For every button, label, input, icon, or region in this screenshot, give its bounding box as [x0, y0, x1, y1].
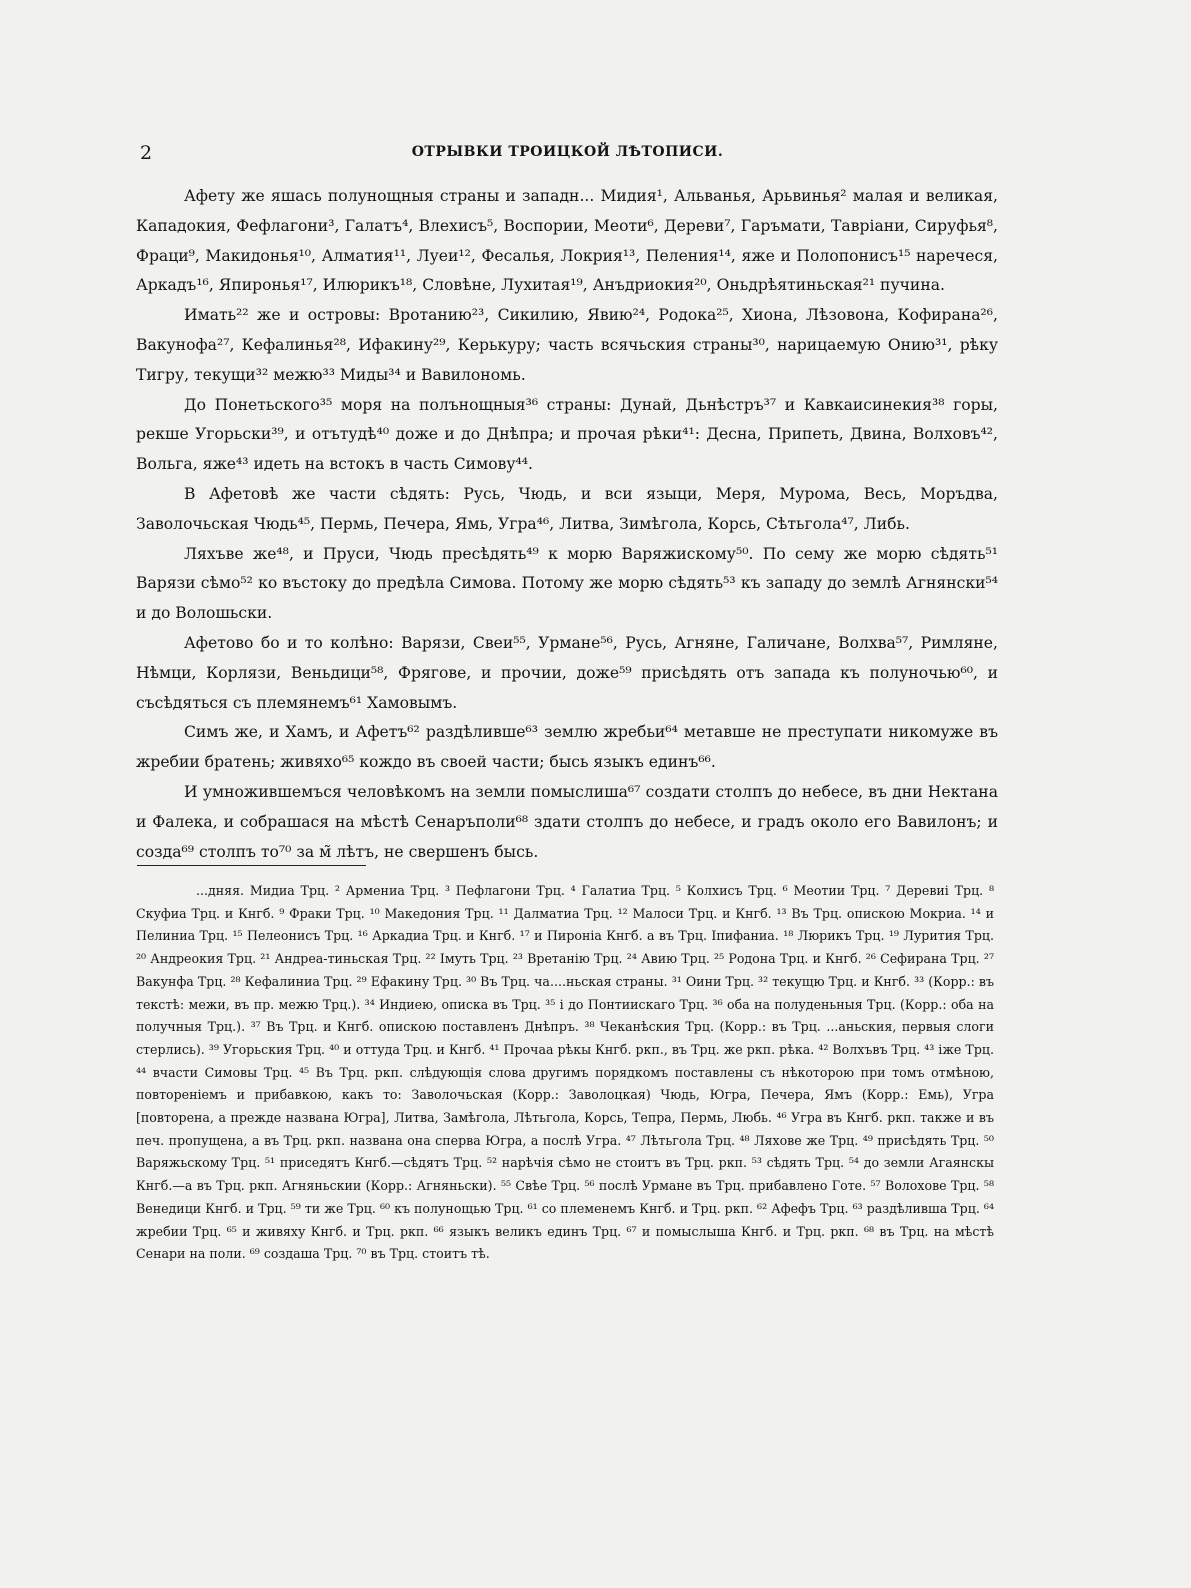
footnote-text: ...дняя. Мидиа Трц. ² Армениа Трц. ³ Пефлагони Трц. ⁴ Галатиа Трц. ⁵ Колхисъ Трц. ⁶ Меотии Трц. ⁷ Деревиі Трц. ⁸ Скуфиа Трц. и Кнгб. ⁹ Фраки Трц. ¹⁰ Македония Трц. ¹¹ Далматиа Трц. ¹² Малоси Трц. и Кнгб. ¹³ Въ Трц. опискою Мокриа. ¹⁴ и Пелиниа Трц. ¹⁵ Пелеонисъ Трц. ¹⁶ Аркадиа Трц. и Кнгб. ¹⁷ и Пироніа Кнгб. а въ Трц. Іпифаниа. ¹⁸ Люрикъ Трц. ¹⁹ Лурития Трц. ²⁰ Андреокия Трц. ²¹ Андреа-тиньская Трц. ²² Імуть Трц. ²³ Вретанію Трц. ²⁴ Авию Трц. ²⁵ Родона Трц. и Кнгб. ²⁶ Сефирана Трц. ²⁷ Вакунфа Трц. ²⁸ Кефалиниа Трц. ²⁹ Ефакину Трц. ³⁰ Въ Трц. ча....ньская страны. ³¹ Оини Трц. ³² текущю Трц. и Кнгб. ³³ (Корр.: въ текстѣ: межи, въ пр. межю Трц.). ³⁴ Индиею, описка въ Трц. ³⁵ і до Понтиискаго Трц. ³⁶ оба на полуденьныя Трц. (Корр.: оба на получныя Трц.). ³⁷ Въ Трц. и Кнгб. опискою поставленъ Днѣпръ. ³⁸ Чеканѣския Трц. (Корр.: въ Трц. ...аньския, первыя слоги стерлись). ³⁹ Угорьския Трц. ⁴⁰ и оттуда Трц. и Кнгб. ⁴¹ Прочаа рѣкы Кнгб. ркп., въ Трц. же ркп. рѣка. ⁴² Волхъвъ Трц. ⁴³ іже Трц. ⁴⁴ вчасти Симовы Трц. ⁴⁵ Въ Трц. ркп. слѣдующія слова другимъ порядкомъ поставлены съ нѣкоторою при томъ отмѣною, повтореніемъ и прибавкою, какъ то: Заволочьская (Корр.: Заволоцкая) Чюдь, Югра, Печера, Ямъ (Корр.: Емь), Угра [повторена, а прежде названа Югра], Литва, Замѣгола, Лѣтьгола, Корсь, Тепра, Пермь, Любь. ⁴⁶ Угра въ Кнгб. ркп. также и въ печ. пропущена, а въ Трц. ркп. названа она сперва Югра, а послѣ Угра. ⁴⁷ Лѣтьгола Трц. ⁴⁸ Ляхове же Трц. ⁴⁹ присѣдять Трц. ⁵⁰ Варяжьскому Трц. ⁵¹ приседятъ Кнгб.—сѣдятъ Трц. ⁵² нарѣчія сѣмо не стоитъ въ Трц. ркп. ⁵³ сѣдять Трц. ⁵⁴ до земли Агаянскы Кнгб.—а въ Трц. ркп. Агняньскии (Корр.: Агняньски). ⁵⁵ Свѣе Трц. ⁵⁶ послѣ Урмане въ Трц. прибавлено Готе. ⁵⁷ Волохове Трц. ⁵⁸ Венедици Кнгб. и Трц. ⁵⁹ ти же Трц. ⁶⁰ къ полунощью Трц. ⁶¹ со племенемъ Кнгб. и Трц. ркп. ⁶² Афефъ Трц. ⁶³ раздѣливша Трц. ⁶⁴ жребии Трц. ⁶⁵ и живяху Кнгб. и Трц. ркп. ⁶⁶ языкъ великъ единъ Трц. ⁶⁷ и помыслыша Кнгб. и Трц. ркп. ⁶⁸ въ Трц. на мѣстѣ Сенари на поли. ⁶⁹ создаша Трц. ⁷⁰ въ Трц. стоитъ тѣ.: [136, 883, 994, 1262]
paragraph: Ляхъве же⁴⁸, и Пруси, Чюдь пресѣдять⁴⁹ к морю Варяжискому⁵⁰. По сему же морю сѣдять⁵¹ Варязи сѣмо⁵² ко въстоку до предѣла Симова. Потому же морю сѣдять⁵³ къ западу до землѣ Агнянски⁵⁴ и до Волошьски.: [136, 544, 998, 623]
main-text: [136, 182, 998, 867]
paragraph: Афетово бо и то колѣно: Варязи, Свеи⁵⁵, Урмане⁵⁶, Русь, Агняне, Галичане, Волхва⁵⁷, Римляне, Нѣмци, Корлязи, Веньдици⁵⁸, Фрягове, и прочии, доже⁵⁹ присѣдять отъ запада къ полуночью⁶⁰, и съсѣдяться съ племянемъ⁶¹ Хамовымъ.: [136, 633, 998, 712]
page-number: 2: [140, 142, 154, 164]
paragraph: До Понетьского³⁵ моря на полънощныя³⁶ страны: Дунай, Дьнѣстръ³⁷ и Кавкаисинекия³⁸ горы, рекше Угорьски³⁹, и отътудѣ⁴⁰ доже и до Днѣпра; и прочая рѣки⁴¹: Десна, Припеть, Двина, Волховъ⁴², Вольга, яже⁴³ идеть на встокъ в часть Симову⁴⁴.: [136, 395, 998, 474]
paragraph: В Афетовѣ же части сѣдять: Русь, Чюдь, и вси языци, Меря, Мурома, Весь, Моръдва, Заволочьская Чюдь⁴⁵, Пермь, Печера, Ямь, Угра⁴⁶, Литва, Зимѣгола, Корсь, Сѣтьгола⁴⁷, Либь.: [136, 484, 998, 533]
footnote-divider: [137, 865, 366, 866]
running-title: ОТРЫВКИ ТРОИЦКОЙ ЛѢТОПИСИ.: [411, 144, 724, 160]
paragraph: Афету же яшась полунощныя страны и западн... Мидия¹, Альванья, Арьвинья² малая и великая, Кападокия, Фефлагони³, Галатъ⁴, Влехисъ⁵, Воспории, Меоти⁶, Дереви⁷, Гаръмати, Тавріани, Сируфья⁸, Фраци⁹, Макидонья¹⁰, Алматия¹¹, Луеи¹², Фесалья, Локрия¹³, Пеления¹⁴, яже и Полопонисъ¹⁵ наречеся, Аркадъ¹⁶, Япиронья¹⁷, Илюрикъ¹⁸, Словѣне, Лухитая¹⁹, Анъдриокия²⁰, Оньдрѣятиньская²¹ пучина.: [136, 187, 998, 295]
page-header: [140, 142, 995, 166]
paragraph: Симъ же, и Хамъ, и Афетъ⁶² раздѣлившe⁶³ землю жребьи⁶⁴ метавше не преступати никомуже въ жребии братень; живяхо⁶⁵ кождо въ своей части; бысь языкъ единъ⁶⁶.: [136, 723, 998, 772]
footnotes: [136, 880, 994, 1266]
paragraph: И умножившемъся человѣкомъ на земли помыслиша⁶⁷ создати столпъ до небесе, въ дни Нектана и Фалека, и собрашася на мѣстѣ Сенаръполи⁶⁸ здати столпъ до небесе, и градъ около его Вавилонъ; и созда⁶⁹ столпъ то⁷⁰ за м̃ лѣтъ, не свершенъ бысь.: [136, 782, 998, 861]
paragraph: Имать²² же и островы: Вротанию²³, Сикилию, Явию²⁴, Родока²⁵, Хиона, Лѣзовона, Кофирана²⁶, Вакунофа²⁷, Кефалинья²⁸, Ифакину²⁹, Керькуру; часть всячьския страны³⁰, нарицаемую Онию³¹, рѣку Тигру, текущи³² межю³³ Миды³⁴ и Вавилономь.: [136, 306, 998, 384]
